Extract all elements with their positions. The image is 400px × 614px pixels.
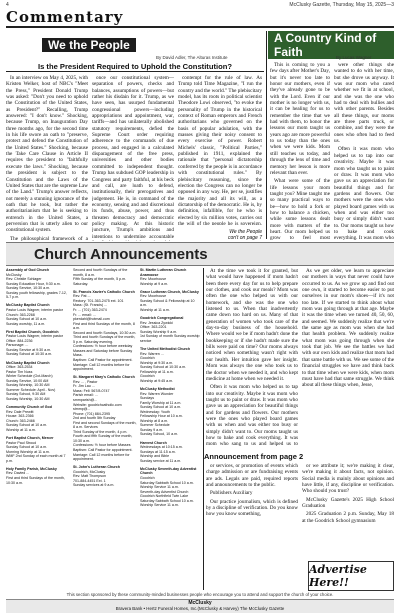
church-name: McClusky Methodist [140, 386, 175, 391]
church-detail: Worship at 9:30 a.m. [140, 360, 174, 365]
church-entry [73, 290, 137, 372]
church-entry [140, 467, 202, 508]
church-detail: Sunday Service, 10:30 a.m. [6, 286, 51, 291]
continued-notice: We the People con't on page 7 [227, 229, 262, 241]
church-detail: Wednesday: Youth [140, 409, 170, 414]
announcement-col-1 [206, 463, 298, 589]
church-name: St. Martin Lutheran Church Anamoose [140, 268, 187, 277]
church-detail: Seventh-day Adventist Church [140, 489, 189, 494]
church-detail: Goodrich, McClusky [73, 469, 106, 474]
church-detail: Church: 363-2268 [6, 312, 35, 317]
sponsor-note: This section sponsored by these community-minded businesses people who encourage you to attend and support the church of your choice. [66, 592, 334, 597]
country-kind-col-2 [334, 62, 394, 240]
church-detail: Mass: (St. Francis) ... [73, 303, 108, 308]
church-detail: Sunday School, 9:30 AM [6, 392, 46, 397]
paragraph: This is coming to you a few days after Mother's Day, but it's never too late to honor our mothers, even if they've already gone to be with the Lord. Even if our mother is no longer with us, it can be healing for us to remember the time that we had with them, to honor the lessons our mom taught us years ago are more powerful to us today than the ones when we were kids. Mom still teaches us today, and through the lens of time and memory her lesson is more relevant than ever. [270, 62, 330, 176]
we-the-people-banner [42, 34, 262, 55]
paragraph: The philosophical framework of a [10, 235, 88, 241]
divider [6, 71, 264, 72]
church-detail: Confessions: ½ hour before Masses [73, 443, 131, 448]
church-detail: Confessions: ½ hour before weekday Masses and Saturday before Sunday Mass. [73, 344, 133, 358]
footer-sponsors: Bravera Bank • Hertz Funeral Homes, Inc.(McClusky & Harvey) The McClusky Gazette [115, 606, 285, 611]
church-detail: Sunday School at 10:30 a.m. [140, 365, 187, 370]
column-title: A Country Kind of Faith [268, 31, 394, 59]
church-entry [140, 441, 202, 464]
church-name: The United Methodist Church [140, 346, 191, 351]
country-kind-col-1 [270, 62, 330, 240]
church-name: McClusky Baptist Church [6, 360, 50, 365]
church-detail: Parsonage: ... [6, 343, 29, 348]
church-name: McClusky Seventh-day Adventist Church [140, 466, 197, 476]
church-detail: Wednesdays at 10:15 a.m. [140, 445, 183, 450]
church-announcements-banner [6, 242, 394, 266]
church-detail: Sunday Worship 9 a.m. [140, 329, 178, 334]
church-detail: Fourth and fifth Sunday of the month, 10:30 a.m. [73, 434, 133, 443]
church-detail: Sunday Worship, 10:30 AM [6, 383, 50, 388]
church-entry [6, 330, 70, 357]
country-kind-continued-1 [206, 268, 298, 448]
church-detail: Parish email: ... [73, 393, 98, 398]
church-detail: Fellowship Hour at 10 a.m. [140, 414, 183, 419]
church-detail: Rectory: 701-363-2475 ext. 101 [73, 298, 124, 303]
section-title: Commentary [6, 8, 124, 26]
footer-title: McClusky [188, 600, 212, 606]
church-detail: Sunday School at 10 a.m. [6, 423, 48, 428]
paragraph: What were some of the life lessons your mom taught you? Mine taught me so many practical ways to be—how to hold a fork or how to balance a chicken, while some lessons dealt more with matters of the heart. Our mom helped us grow to feel most [270, 178, 330, 240]
church-name: Goodrich Congregational [140, 316, 184, 321]
section-title: Church Announcements [34, 245, 208, 263]
church-entry [6, 467, 70, 485]
church-detail: Goodrich [140, 475, 155, 480]
church-detail: Sunday worship, 11 a.m. [6, 321, 46, 326]
article-headline: Is the President Required to Uphold the Constitution? [37, 62, 233, 71]
church-detail: Sunday School at 10:30 a.m. [6, 352, 53, 357]
church-detail: Worship at 9:45 a.m. [140, 378, 174, 383]
church-detail: 2nd and fourth 5th Sunday [73, 416, 116, 421]
church-list-col-3 [140, 268, 202, 593]
paragraph: Often it was mom who helped us to tap into our creativity. Maybe it was mom who taught us to paint or draw. It was mom who gave us an appreciation for beautiful things and for gardens and flowers. Our mothers were the ones who played board games with us when and was either too busy or simply didn't want to. Our moms taught us how to bake and cook everything. It was mom who [334, 146, 394, 240]
paragraph: 2025 Graduation 2 p.m. Sunday, May 18 at the Goodrich School gymnasium [302, 511, 394, 524]
church-entry [73, 268, 137, 286]
church-detail: First and second Sundays of the month, 8 a.m. Services [73, 420, 137, 430]
we-the-people-col-3 [178, 75, 262, 225]
church-detail: Goodrich Northfield Twin Lake [140, 494, 189, 499]
church-detail: WMF 2nd Sunday of each month at 7 p.m. [6, 454, 66, 463]
church-detail: Sunday School at 10 a.m. [6, 317, 48, 322]
church-detail: Third and fourth Sundays of the month, 5 p.m. Saturday evening. [73, 335, 136, 344]
church-entry [73, 465, 137, 488]
church-entry [140, 268, 202, 286]
paragraph: Publishers Auxiliary [210, 490, 253, 497]
church-detail: Sundays at 11:15 a.m. [140, 449, 176, 454]
church-entry [6, 436, 70, 463]
church-detail: Rev. Christie Schlager [6, 277, 42, 282]
church-detail: Sunday Education Hour, 9:30 a.m. [6, 281, 61, 286]
church-name: St. Francis Xavier's Catholic Church [73, 289, 135, 294]
church-detail: Summer Schedule [140, 423, 170, 428]
church-name: Assembly of God Church [6, 268, 50, 272]
paragraph: In an interview on May 4, 2025, with Kristen Welker, host of NBC's "Meet the Press," President Donald Trump was asked: "Don't you need to uphold the Constitution of the United States, as President?" Recalling, Trump answered: "I don't know." Shocking, because Trump, on Inauguration Day three months ago, for the second time in his life swore an oath to "preserve, protect and defend the Constitution of the United States." Shocking, because the Take Care Clause in Article II requires the president to "faithfully execute the laws." Shocking, because the president is subject to the Constitution and the Laws of the United States that are the supreme Law of the Land." Trump's answer reflects, not merely a stunning ignorance of the oath that he took, but rather the authoritarianism that he is seeking to entrench in the United States, a perversion that is utterly alien to our constitutional system. [6, 75, 88, 234]
church-entry [73, 375, 137, 461]
paragraph: were other things she wanted to do with her time, but she drove us anyway. It was our mom who cared whether we fit in at school, and she was the one who had to deal with bullies and with other parents. Besides all these things, our moms are three parts truck, or combine, and they were the ones who often had to feed us. [334, 62, 394, 145]
church-detail: Goodrich [140, 374, 155, 379]
church-entry [6, 405, 70, 432]
church-detail: Rev. ... , Pastor [73, 379, 98, 384]
church-detail: Rev. Warren ... [140, 351, 164, 356]
page-number: 4 [6, 2, 9, 8]
church-name: First Baptist Church, Goodrich [6, 329, 59, 334]
church-detail: Worship Service 11 a.m. [140, 503, 179, 508]
church-detail: Sundays [140, 396, 154, 401]
church-detail: Church: 363-2466 [6, 418, 35, 423]
church-detail: Winter Schedule (Oct-March) [6, 374, 53, 379]
church-detail: Sunday services at 9 a.m. [73, 483, 115, 488]
we-the-people-col-1 [6, 75, 88, 241]
church-detail: 1st Sunday of month Sunday worship service [140, 334, 200, 343]
church-detail: Rev. Davied ... [6, 471, 30, 476]
church-detail: Rev. Pat ... [73, 294, 91, 299]
church-entry [6, 361, 70, 402]
church-detail: McClusky [6, 272, 22, 277]
church-detail: First and third Sundays of the month, 10:30 a.m. [6, 475, 65, 485]
church-entry [6, 303, 70, 326]
church-detail: Third Sunday of the month, 4 p.m. [73, 429, 128, 434]
church-detail: Rev. Warren Wunder [140, 391, 174, 396]
church-name: Holy Family Parish, McClusky [6, 466, 57, 471]
church-detail: Goodrich [140, 356, 155, 361]
church-detail: Sunday School at 10 a.m. [140, 405, 182, 410]
church-detail: Marriage: Call 12 months before for appointment. [73, 362, 130, 372]
church-detail: Rev. Dale Prewitt [6, 409, 34, 414]
church-name: St. John's Lutheran Church [73, 465, 120, 470]
country-kind-continued-2 [302, 268, 394, 448]
church-detail: Website: goodrichcatholic.com [73, 402, 122, 407]
byline: By Lucas Wagner [336, 55, 372, 60]
church-detail: Pastor Paul Stroud [6, 440, 37, 445]
advertise-label: Advertise Here!! [309, 563, 367, 589]
church-list-col-1 [6, 268, 70, 593]
church-detail: Fifth Sunday of the month, 5 p.m. Saturday. [73, 277, 127, 286]
church-detail: Office: 363-2534 [6, 365, 33, 370]
church-detail: Second and fourth Sundays of the month, 8 a.m. [73, 268, 128, 277]
church-detail: Worship and Bible [140, 454, 170, 459]
church-detail: Baptism: Call Pastor for appointment. [73, 447, 133, 452]
church-detail: Office: 363-2201 [140, 325, 167, 330]
church-detail: Worship at 8 a.m. [140, 418, 169, 423]
church-detail: First and third Sundays of the month, 8 a.m. [73, 321, 135, 331]
church-detail: Fr. ... (701) 363-2474 [73, 307, 107, 312]
church-detail: Office: 884-2236 [6, 338, 33, 343]
church-detail: Sunday School at 10 a.m. [6, 445, 48, 450]
church-detail: Summer Schedule: April - Nov) [6, 387, 56, 392]
advertise-here-box[interactable] [308, 561, 394, 591]
paragraph: contempt for the rule of law. As Trump told Time Magazine, "I run the country and the world." The plebiscitary model, has its roots in political scientist Theodore Lowi observed, "to evoke the personality of Trump in the historical context of Roman emperors and French authoritarians who governed on the basis of popular adulation, with the masses giving their noisy consent to every exercise of power. Robert Michels' classic, "Political Parties," published in 1911, explained the rationale that "personal dictatorship conferred by the people is in accordance with constitutional rules." By plebiscitary reasoning, since the election the Congress can no longer be opposed in any way. He, per se, justifies the majority and all its will, as a dictatorship of the democratic. He is, by definition, infallible, for he who is elected by six million votes, carries out the will of the people he is sovereign, [178, 75, 262, 225]
church-detail: Morning Worship at 11 a.m. [6, 449, 50, 454]
church-name: Grace Lutheran Church, McClusky [140, 289, 199, 294]
church-detail: Rev. Jessica Zywicki [140, 320, 173, 325]
church-detail: Sunday service at 11 a.m. [140, 458, 182, 463]
church-entry [140, 347, 202, 383]
church-detail: Fr. ... email: ... [73, 312, 96, 317]
paragraph: Our practice journalism, which is defined by a discipline of verification. Do you know how you know something, [206, 498, 298, 518]
column-divider [266, 31, 267, 239]
church-detail: House: 363-2366 [6, 414, 34, 419]
masthead [6, 8, 394, 28]
church-entry [6, 268, 70, 300]
paragraph: Often it was mom who helped us to tap into our creativity. Maybe it was mom who taught us to paint or draw. It was mom who gave us an appreciation for beautiful things and for gardens and flowers. Our mothers were the ones who played board games with us when and was either too busy or simply didn't want to. Our moms taught us how to bake and cook everything. It was mom who sang to us and helped us to [206, 384, 298, 448]
newspaper-page [6, 0, 394, 614]
column-title: We the People [42, 38, 136, 52]
church-detail: Marriage: Call 12 months before for appointment. [73, 452, 130, 462]
church-detail: Sunday Service at 9:30 a.m. [6, 347, 52, 352]
church-detail: stmmp@... [73, 407, 91, 412]
paragraph: or we attribute it; we're making it clear, we're making it about facts, not opinion. Social media is mainly about opinions and have little, if any, discipline or verification. Who should you trust? [302, 463, 394, 495]
church-name: McClusky Baptist Church [6, 303, 50, 308]
church-detail: Sunday School & Fellowship at 10 a.m. [140, 298, 195, 308]
paragraph: As we get older, we learn to appreciate our mothers in ways that never could have occurred to us. As we grow up and find out one own, it started to become easier to put ourselves in our mom's shoes—if it's not too late. If we started to think about what mom was going through at that age. Maybe it was the time when we turned 40, 50, 60, and seemed. We suddenly realize that we're the same age as mom was when she had that health problem. We suddenly realize what mom was going through when she took that job. We see the battles we had with our own kids and realize that mom had that same battle with us. We see some of the financial struggles we have and think back to that time when we were kids, when mom must have had that same struggle. We think about all these things when, Jesse, [302, 268, 394, 389]
church-detail: pkerdahl@hotmail.com [73, 317, 110, 322]
paragraph: McClusky Gazette's 2025 High School Graduation [302, 496, 394, 510]
church-detail: Rev. Matt Thompson [73, 474, 107, 479]
church-detail: Rev. Moorhouse [140, 294, 167, 299]
church-detail: Saturday Sabbath School 10 a.m. [140, 498, 194, 503]
church-detail: Phone: (701) 884-2395 [73, 411, 110, 416]
church-detail: Sunday 9 a.m. [140, 427, 164, 432]
church-entry [140, 290, 202, 313]
column-divider [203, 268, 204, 590]
church-detail: 701-884-4451 Ext. 1 [73, 478, 106, 483]
church-detail: Pastor Louis Wagner, interim pastor [6, 334, 63, 339]
church-detail: Worship at 11 a.m. [140, 307, 170, 312]
church-detail: Rev. Moorhouse [140, 277, 167, 282]
church-detail: Worship at 9 a.m. [140, 281, 169, 286]
church-detail: Baptism: Call Pastor for appointment. [73, 357, 133, 362]
church-detail: Sunday School, 10 a.m. [140, 432, 179, 437]
paragraph: or services, or promotion of events which charge admission or are fundraising events are ads. Legals are paid, required reports and announcements to the public. [206, 463, 298, 489]
church-detail: Sunday Worship, 10:30 AM [6, 397, 50, 401]
announcement-heading: Announcement from page 2 [204, 452, 304, 461]
church-detail: Mass: Fell: 567/8-0747 [73, 388, 110, 393]
church-detail: Fr. Jim Lau ... [73, 384, 95, 389]
church-detail: Family Worship at 11 a.m. [140, 400, 182, 405]
issue-info: McClusky Gazette, Thursday, May 15, 2025—3 [289, 2, 394, 8]
church-detail: Sunday Service, 10:00 AM [6, 378, 49, 383]
church-entry [140, 316, 202, 343]
church-detail: Pastor Louis Wagner, interim pastor [6, 307, 63, 312]
church-entry [140, 387, 202, 437]
church-name: St. Margaret Mary's Catholic Church [73, 375, 135, 380]
paragraph: once our constitutional system—separation of powers, checks and balances, assumptions of powers—but rather his disdain for it. Trump, as we have seen, has usurped fundamental congressional powers—including appropriations and appointment, war, tariffs—and has unilaterally abolished statutory requirements, defied the Supreme Court order requiring adherence to the commands of due process, and engaged in a calculated disparagement of the free press, universities and other bodies committed to independent thought. Trump has subdued GOP leadership in Congress and party faithful, at his beck and call, are loath to defend, institutionally, their prerogatives and judgement. He is, in command of the economy, sensing and and discretional its funds, abuse, power, and thus threaten democracy and democratic policy making. At this historic juncture, Trump's ambitions and intentions to undermine accountable [92, 75, 174, 240]
paragraph: At the time we took it for granted, but what would have happened if mom hadn't been there every day for us to help prepare our clothes, and cook our meals? Mom was often the one who helped us with our homework, and she was the one who listened to us. When that inadvertently came down too hard on us. Many of that generation of women who took care of the day-to-day business of the household. Where would we be if mom hadn't done the bookkeeping or if she hadn't made sure the bills were paid on time? Our moms always noticed when something wasn't right with our health. Her intuition gave her insight. Mom was always the one who took us to the doctor when we needed it, and who kept medicine at home when we needed it. [206, 268, 298, 382]
church-detail: Worship Service 11 a.m. [140, 485, 179, 490]
church-detail: smmparish@... [73, 397, 98, 402]
sponsor-footer [6, 599, 394, 613]
byline: By David Adler, The Alturas Institute [156, 55, 228, 60]
church-detail: Sunday youth fellowship, grades 7-12, 5-7 p.m. [6, 290, 67, 300]
church-name: Community Church of God [6, 405, 52, 410]
church-detail: Second and fourth Sundays, 10:30 a.m. [73, 330, 137, 335]
we-the-people-col-2 [92, 75, 174, 241]
church-name: Fort Baptist Church, Mercer [6, 436, 54, 441]
church-name: Harvest Church [140, 440, 167, 445]
church-list-col-2 [73, 268, 137, 593]
church-detail: Worship at 11 a.m. [6, 427, 36, 432]
announcement-col-2 [302, 463, 394, 559]
church-detail: Pastor Tim Nuss [6, 369, 33, 374]
church-detail: Saturday Sabbath School 10 a.m. [140, 480, 194, 485]
church-detail: Fellowship at 11 a.m. [140, 369, 174, 374]
